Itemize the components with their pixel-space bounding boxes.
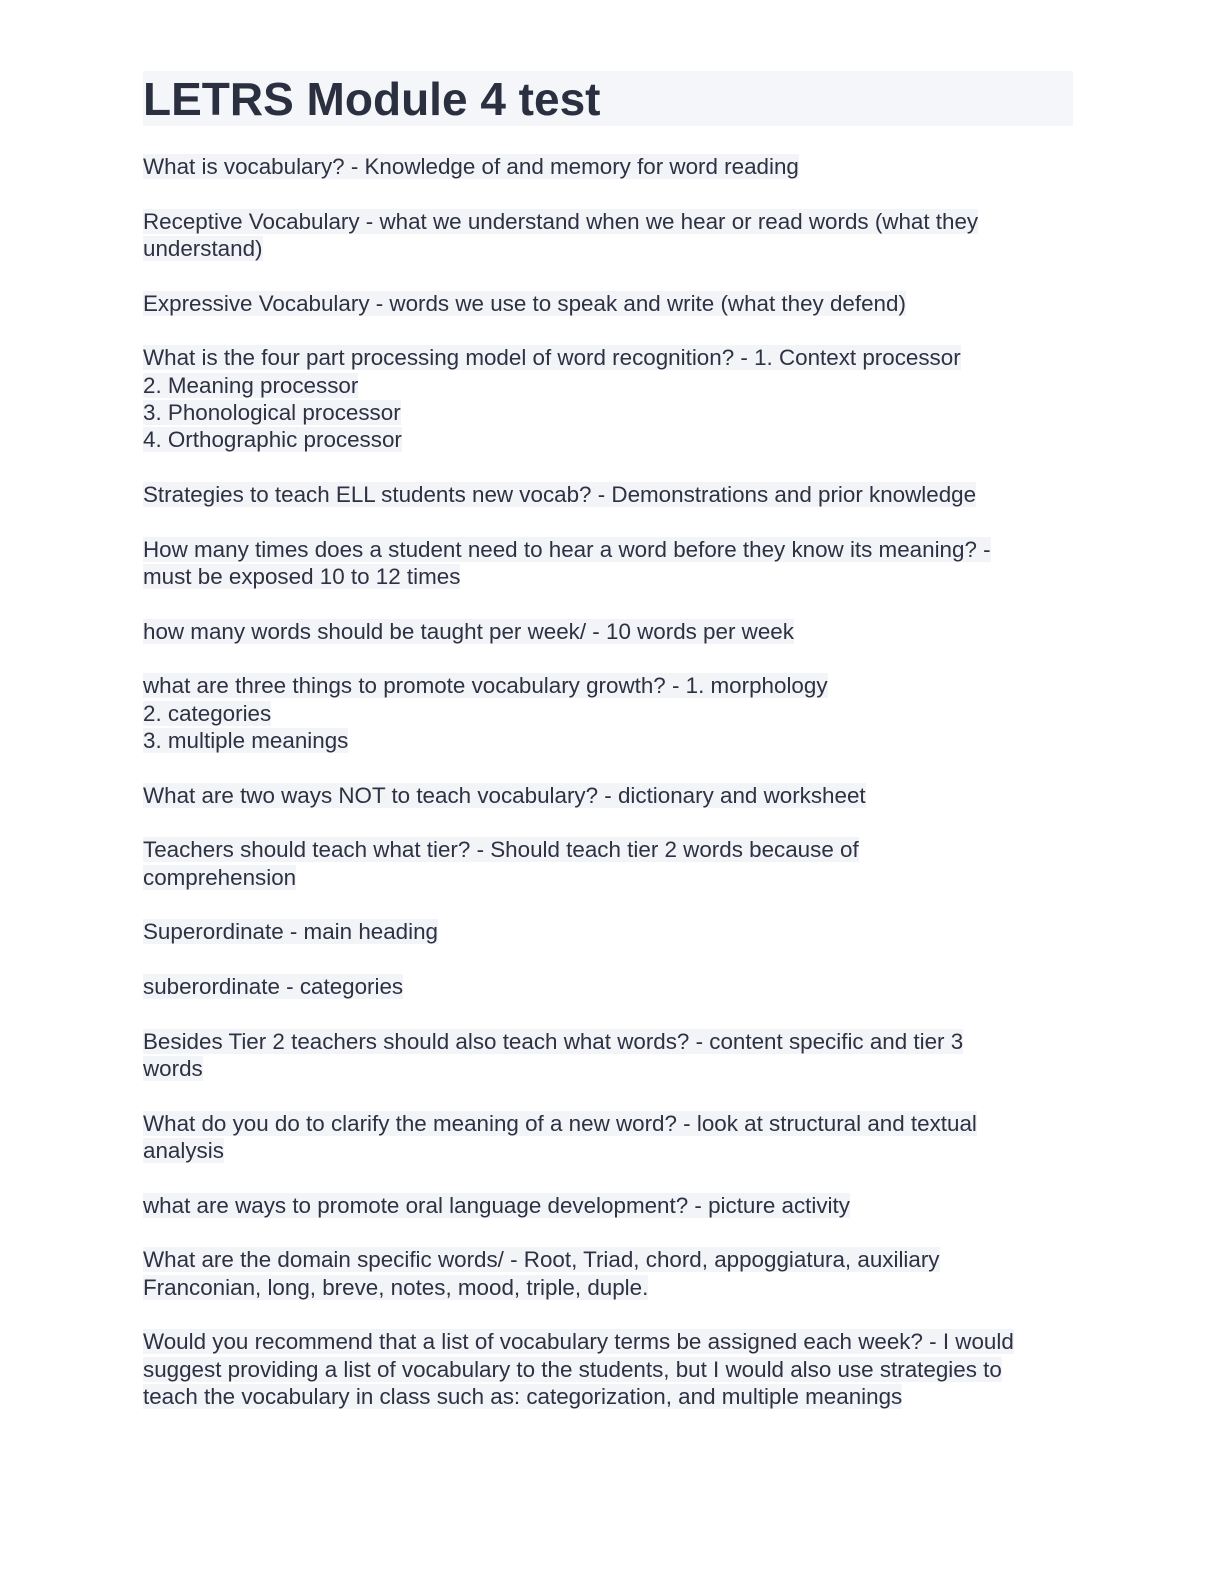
entry-text: what are ways to promote oral language development? - picture activity [143, 1192, 850, 1218]
entry-text: Strategies to teach ELL students new vocab? - Demonstrations and prior knowledge [143, 481, 977, 507]
entry-text: What do you do to clarify the meaning of a new word? - look at structural and textual analysis [143, 1110, 977, 1163]
entry-four-part-model [143, 344, 1073, 453]
entry-text: Teachers should teach what tier? - Should teach tier 2 words because of comprehension [143, 837, 859, 890]
entry-not-to-teach [143, 782, 1073, 809]
entry-tier-3-words [143, 1028, 1073, 1083]
entry-text: Receptive Vocabulary - what we understand when we hear or read words (what they understand) [143, 208, 979, 261]
entry-text: What are the domain specific words/ - Root, Triad, chord, appoggiatura, auxiliary Franconian, long, breve, notes, mood, triple, duple. [143, 1247, 940, 1300]
entry-text: what are three things to promote vocabulary growth? - 1. morphology 2. categories 3. multiple meanings [143, 673, 828, 753]
entry-domain-specific-words [143, 1246, 1073, 1301]
entry-tier [143, 836, 1073, 891]
entry-text: How many times does a student need to hear a word before they know its meaning? - must be exposed 10 to 12 times [143, 536, 991, 589]
entry-text: how many words should be taught per week/ - 10 words per week [143, 618, 794, 644]
entry-text: What is vocabulary? - Knowledge of and memory for word reading [143, 154, 799, 179]
entry-text: What are two ways NOT to teach vocabulary? - dictionary and worksheet [143, 782, 866, 808]
entry-receptive-vocabulary [143, 208, 1073, 263]
entry-expressive-vocabulary [143, 290, 1073, 317]
entry-weekly-list [143, 1328, 1073, 1410]
entry-list [143, 153, 1073, 1410]
entry-oral-language [143, 1192, 1073, 1219]
entry-text: Besides Tier 2 teachers should also teach what words? - content specific and tier 3 words [143, 1028, 964, 1081]
entry-ell-strategies [143, 481, 1073, 508]
entry-exposure-count [143, 536, 1073, 591]
entry-text: suberordinate - categories [143, 973, 404, 999]
title-bar [143, 71, 1073, 126]
document-title: LETRS Module 4 test [143, 73, 601, 125]
entry-vocabulary-growth [143, 672, 1073, 754]
entry-text: Would you recommend that a list of vocabulary terms be assigned each week? - I would suggest providing a list of vocabulary to the students, but I would also use strategies to teach the vocabulary in class such as: categorization, and multiple meanings [143, 1329, 1014, 1409]
entry-text: Expressive Vocabulary - words we use to speak and write (what they defend) [143, 290, 906, 316]
entry-clarify-meaning [143, 1110, 1073, 1165]
entry-words-per-week [143, 618, 1073, 645]
entry-vocabulary-definition [143, 153, 1073, 180]
document-page [143, 71, 1073, 1438]
entry-text: Superordinate - main heading [143, 919, 439, 945]
entry-text: What is the four part processing model of word recognition? - 1. Context processor 2. Meaning processor 3. Phonological processor 4. Orthographic processor [143, 345, 961, 453]
entry-superordinate [143, 918, 1073, 945]
entry-suberordinate [143, 973, 1073, 1000]
